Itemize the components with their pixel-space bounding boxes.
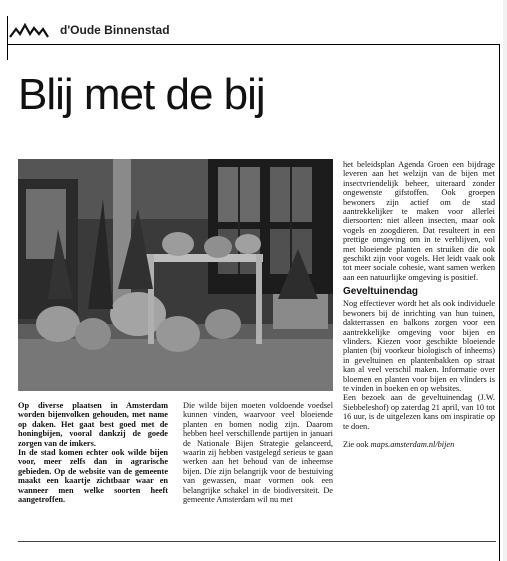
intro-paragraph-2: In de stad komen echter ook wilde bijen voor, meer zelfs dan in agrarische gebieden. Op de website van de gemeente maakt een kaartje zichtbaar waar en wanneer men welke soorten heeft aangetroffen. [18,448,168,505]
header-rule-vertical [7,16,8,60]
footer-rule [18,541,496,542]
article-photo [18,159,333,391]
subheading: Geveltuinendag [343,286,419,298]
section-title: d'Oude Binnenstad [60,23,170,37]
body-paragraph-2: het beleidsplan Agenda Groen een bijdrage leveren aan het welzijn van de bijen met insectvriendelijk beheer, uiteraard zonder ongewenste gifstoffen. Ook groepen bewoners zijn actief om de stad aantrekkelijker te maken voor allerlei diersoorten: niet alleen insecten, maar ook vogels en zoogdieren. Dat resulteert in een prettige omgeving om in te verblijven, vol met bloeiende planten en struiken die ook geschikt zijn voor vogels. Het leidt vaak ook tot meer sociale cohesie, want samen werken aan een natuurlijke omgeving is positief. [343,160,495,282]
skyline-logo-icon [9,21,49,39]
body-paragraph-4: Een bezoek aan de geveltuinendag (J.W. Siebbeleshof) op zaterdag 21 april, van 10 tot 16 uur, is de uitgelezen kans om inspiratie op te doen. [343,393,495,431]
see-also-line [343,440,495,449]
intro-paragraph-1: Op diverse plaatsen in Amsterdam worden bijenvolken gehouden, met name op daken. Het gaat best goed met de honingbijen, vooral dankzij de goede zorgen van de imkers. [18,401,168,448]
see-also-label: Zie ook [343,439,371,449]
article-column-2 [183,401,333,504]
website-link[interactable]: maps.amsterdam.nl/bijen [370,439,455,449]
body-paragraph-3: Nog effectiever wordt het als ook individuele bewoners bij de inrichting van hun tuinen, dakterrassen en balkons zorgen voor een aantrekkelijke omgeving voor bijen en vlinders. Kiezen voor geschikte bloeiende planten (bij voorkeur biologisch of inheems) in geveltuinen en plantenbakken op straat kan al veel verschil maken. Informatie over bloemen en planten voor bijen en vlinders is te vinden in boeken en op websites. [343,299,495,393]
page-edge [503,0,507,561]
article-headline: Blij met de bij [18,70,265,119]
article-column-3 [343,160,495,449]
header-rule [7,44,500,45]
body-paragraph-1: Die wilde bijen moeten voldoende voedsel kunnen vinden, waarvoor veel bloeiende planten en bomen nodig zijn. Daarom hebben heel verschillende partijen in januari de Nationale Bijen Strategie gelanceerd, waarin zij hebben vastgelegd serieus te gaan werken aan het behoud van de inheemse bijen. Die zijn belangrijk voor de bestuiving van gewassen, maar vormen ook een belangrijke schakel in de biodiversiteit. De gemeente Amsterdam wil nu met [183,401,333,505]
column-rule-right [499,44,500,561]
article-intro-column [18,401,168,504]
